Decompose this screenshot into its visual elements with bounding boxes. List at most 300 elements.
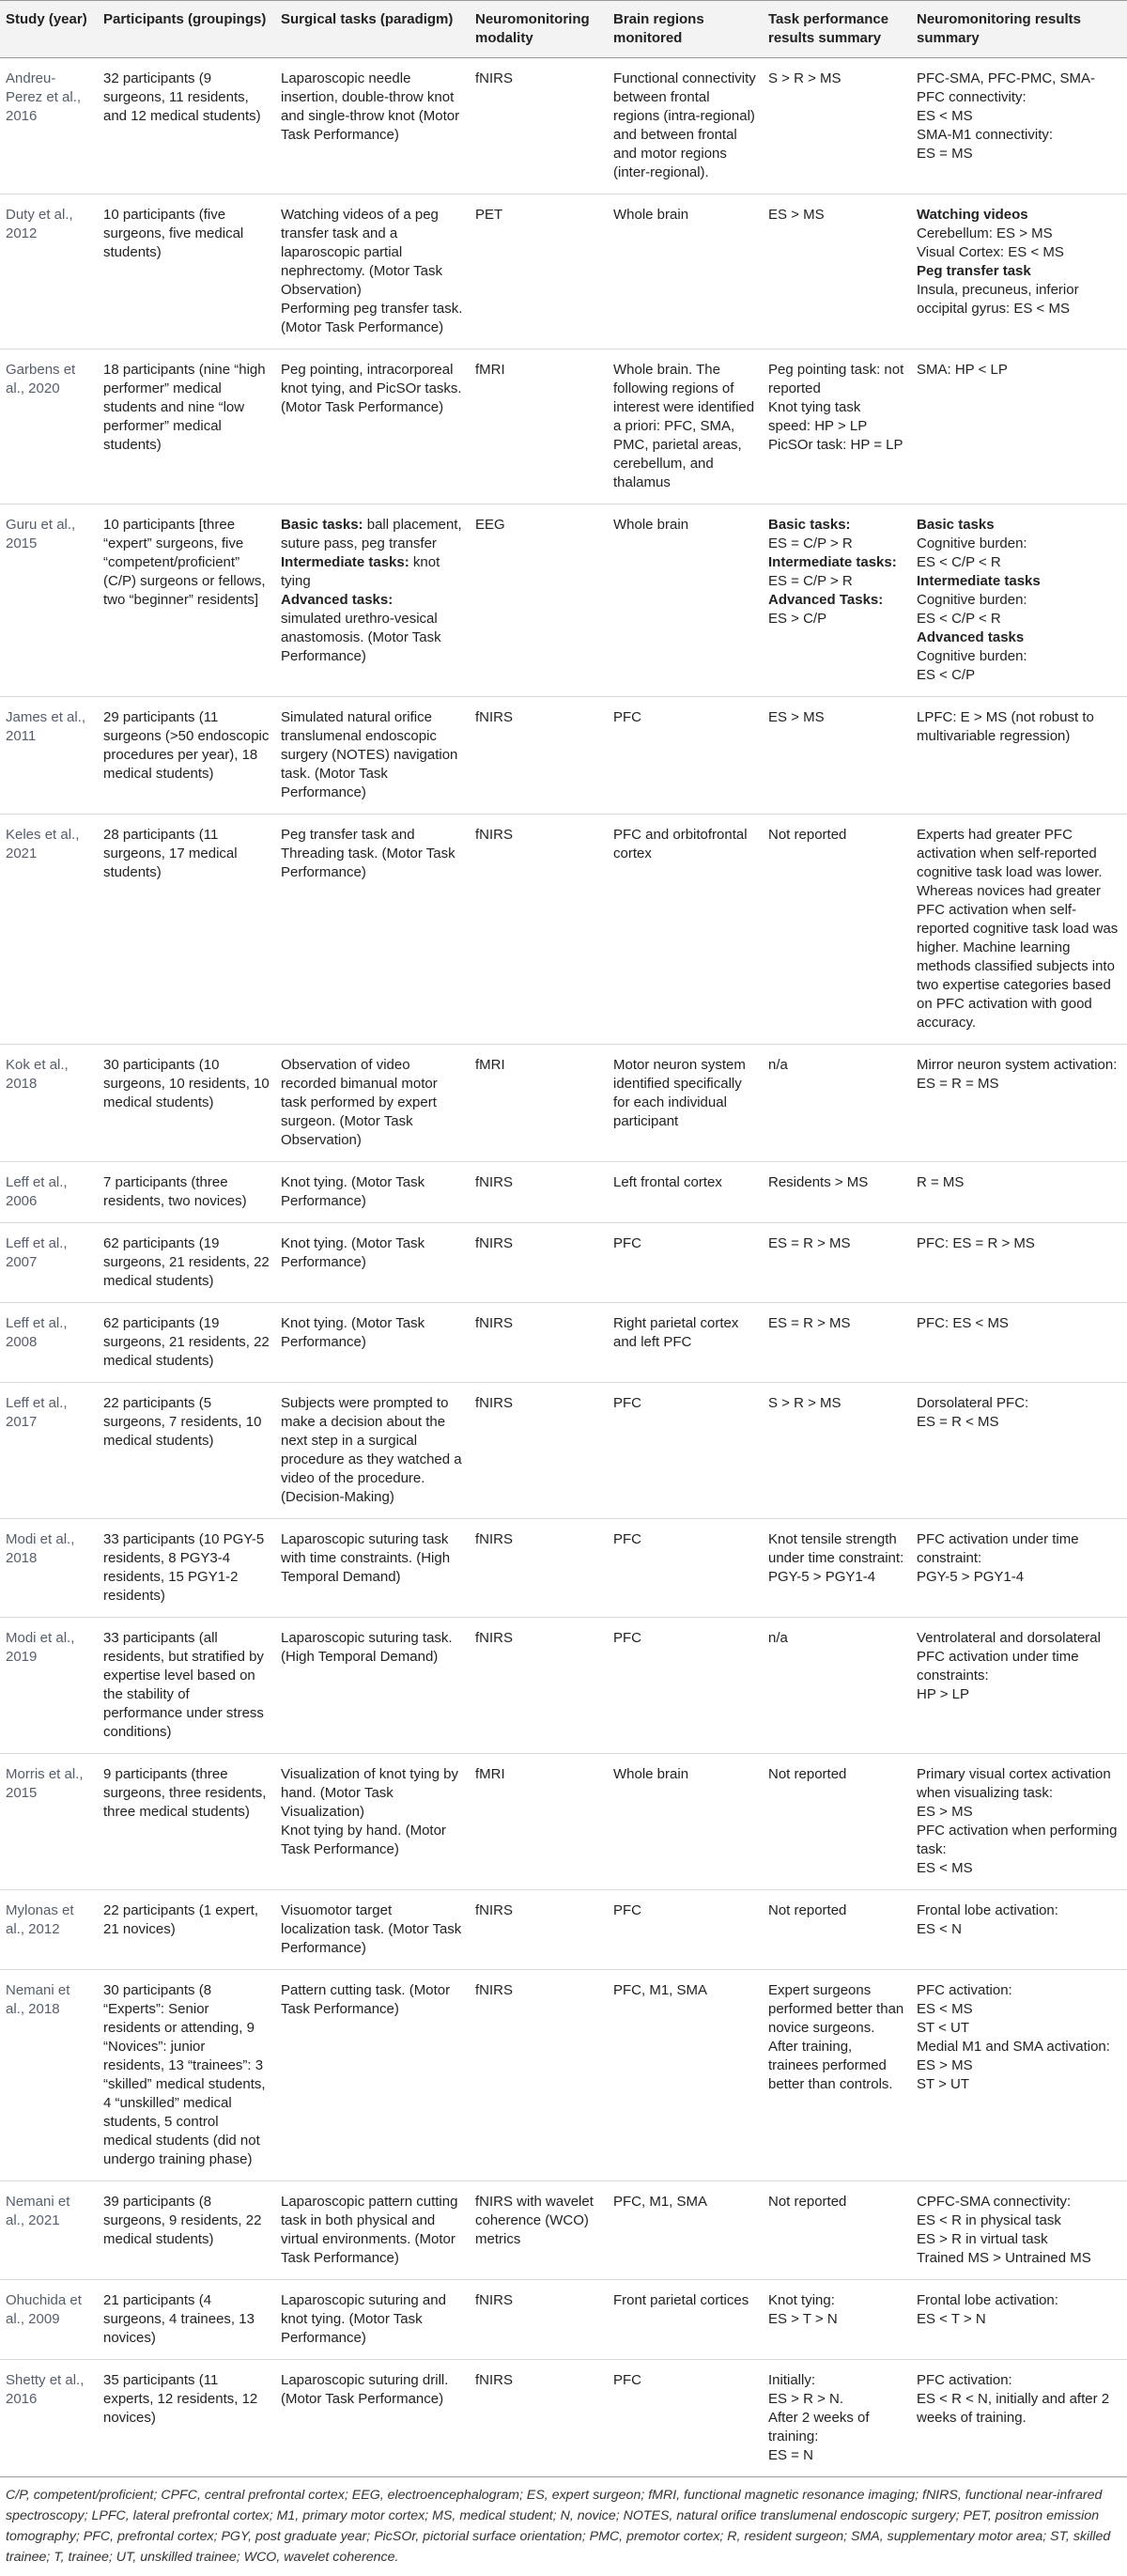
- cell-line: [768, 1629, 905, 1648]
- cell-text: S > R > MS: [768, 70, 841, 86]
- cell-line: [917, 2038, 1121, 2056]
- brain-regions-cell: PFC and orbitofrontal cortex: [608, 815, 763, 1045]
- cell-line: [768, 535, 905, 553]
- neuromonitoring-results-cell: [911, 2280, 1127, 2360]
- cell-line: [768, 1173, 905, 1192]
- cell-line: [768, 572, 905, 591]
- modality-cell: fNIRS: [470, 1618, 608, 1754]
- cell-line: [281, 708, 464, 802]
- cell-text: ES > MS: [768, 709, 825, 725]
- cell-text: Knot tying by hand. (Motor Task Performance): [281, 1823, 446, 1857]
- study-cell: Modi et al., 2019: [0, 1618, 98, 1754]
- cell-line: [917, 647, 1121, 666]
- brain-regions-cell: Right parietal cortex and left PFC: [608, 1303, 763, 1383]
- cell-line: [917, 262, 1121, 281]
- brain-regions-cell: Front parietal cortices: [608, 2280, 763, 2360]
- modality-cell: fMRI: [470, 1754, 608, 1890]
- surgical-tasks-cell: [275, 697, 470, 815]
- cell-line: [917, 2075, 1121, 2094]
- cell-line: [917, 70, 1121, 107]
- cell-line: [917, 1629, 1121, 1685]
- cell-text: PFC: ES < MS: [917, 1315, 1009, 1331]
- table-row: [0, 697, 1127, 815]
- surgical-tasks-cell: [275, 58, 470, 194]
- table-row: [0, 1162, 1127, 1223]
- task-performance-cell: [763, 1618, 911, 1754]
- surgical-tasks-cell: [275, 349, 470, 504]
- cell-text: Peg transfer task and Threading task. (Motor Task Performance): [281, 827, 455, 880]
- cell-text: Simulated natural orifice translumenal endoscopic surgery (NOTES) navigation task. (Motor Task Performance): [281, 709, 458, 800]
- cell-line: [917, 2019, 1121, 2038]
- cell-text: Laparoscopic pattern cutting task in both physical and virtual environments. (Motor Task Performance): [281, 2194, 458, 2266]
- cell-text: HP > LP: [917, 1686, 970, 1702]
- cell-text: Knot tying. (Motor Task Performance): [281, 1315, 425, 1350]
- surgical-tasks-cell: [275, 194, 470, 349]
- cell-text: ES < N: [917, 1921, 962, 1937]
- cell-line: [768, 1056, 905, 1075]
- cell-text: PFC activation when performing task:: [917, 1823, 1118, 1857]
- study-cell: Mylonas et al., 2012: [0, 1890, 98, 1970]
- table-row: [0, 2280, 1127, 2360]
- cell-line: [768, 516, 905, 535]
- cell-line: [281, 206, 464, 300]
- cell-text: ES = MS: [917, 146, 973, 162]
- participants-cell: 28 participants (11 surgeons, 17 medical students): [98, 815, 275, 1045]
- brain-regions-cell: Functional connectivity between frontal regions (intra-regional) and between frontal and motor regions (inter-regional).: [608, 58, 763, 194]
- table-row: [0, 1890, 1127, 1970]
- neuromonitoring-results-cell: [911, 194, 1127, 349]
- study-cell: Guru et al., 2015: [0, 504, 98, 697]
- cell-line: [281, 1981, 464, 2019]
- table-row: [0, 1383, 1127, 1519]
- cell-text: ES > C/P: [768, 611, 827, 627]
- neuromonitoring-results-cell: [911, 58, 1127, 194]
- cell-text: Mirror neuron system activation: ES = R = MS: [917, 1057, 1118, 1092]
- cell-text: Cognitive burden:: [917, 648, 1027, 664]
- brain-regions-cell: PFC: [608, 1223, 763, 1303]
- table-row: [0, 58, 1127, 194]
- cell-line: [917, 126, 1121, 145]
- task-performance-cell: [763, 697, 911, 815]
- cell-text: Visuomotor target localization task. (Motor Task Performance): [281, 1902, 462, 1956]
- study-cell: Nemani et al., 2018: [0, 1970, 98, 2181]
- surgical-tasks-cell: [275, 1045, 470, 1162]
- participants-cell: 10 participants [three “expert” surgeons, five “competent/proficient” (C/P) surgeons or fellows, two “beginner” residents]: [98, 504, 275, 697]
- cell-line: [281, 2371, 464, 2409]
- task-performance-cell: [763, 194, 911, 349]
- study-cell: Shetty et al., 2016: [0, 2360, 98, 2477]
- task-performance-cell: [763, 2280, 911, 2360]
- table-row: [0, 2360, 1127, 2477]
- study-cell: Keles et al., 2021: [0, 815, 98, 1045]
- modality-cell: fNIRS with wavelet coherence (WCO) metrics: [470, 2181, 608, 2280]
- cell-heading: Watching videos: [917, 207, 1028, 223]
- participants-cell: 33 participants (10 PGY-5 residents, 8 PGY3-4 residents, 15 PGY1-2 residents): [98, 1519, 275, 1618]
- cell-text: ES > MS: [917, 2057, 973, 2073]
- cell-text: ES = R > MS: [768, 1235, 851, 1251]
- cell-text: ES = C/P > R: [768, 573, 853, 589]
- participants-cell: 7 participants (three residents, two novices): [98, 1162, 275, 1223]
- participants-cell: 62 participants (19 surgeons, 21 residents, 22 medical students): [98, 1303, 275, 1383]
- cell-text: Laparoscopic suturing task with time constraints. (High Temporal Demand): [281, 1531, 451, 1585]
- cell-text: ES = N: [768, 2447, 813, 2463]
- study-cell: Leff et al., 2008: [0, 1303, 98, 1383]
- header-neuromonitoring-results: Neuromonitoring results summary: [911, 1, 1127, 58]
- cell-line: [281, 610, 464, 666]
- cell-text: Cerebellum: ES > MS: [917, 225, 1053, 241]
- cell-line: [917, 1394, 1121, 1413]
- modality-cell: fNIRS: [470, 697, 608, 815]
- study-cell: Leff et al., 2017: [0, 1383, 98, 1519]
- cell-text: ES > MS: [768, 207, 825, 223]
- cell-text: ES < R in physical task: [917, 2212, 1061, 2228]
- cell-text: Not reported: [768, 1902, 847, 1918]
- cell-line: [768, 1394, 905, 1413]
- cell-text: Experts had greater PFC activation when self-reported cognitive task load was lower. Whereas novices had greater PFC activation when self-reported cognitive task load was higher. Machine learning methods classified subjects into two expertise categories based on PFC activation with good accuracy.: [917, 827, 1119, 1031]
- cell-text: Dorsolateral PFC:: [917, 1395, 1029, 1411]
- cell-line: [768, 610, 905, 628]
- brain-regions-cell: PFC: [608, 2360, 763, 2477]
- neuromonitoring-results-cell: [911, 1383, 1127, 1519]
- neuromonitoring-results-cell: [911, 1519, 1127, 1618]
- study-cell: Kok et al., 2018: [0, 1045, 98, 1162]
- study-cell: Morris et al., 2015: [0, 1754, 98, 1890]
- brain-regions-cell: PFC: [608, 1890, 763, 1970]
- modality-cell: fNIRS: [470, 2280, 608, 2360]
- table-row: [0, 1519, 1127, 1618]
- cell-line: [281, 1822, 464, 1859]
- neuromonitoring-results-cell: [911, 2181, 1127, 2280]
- modality-cell: fNIRS: [470, 1223, 608, 1303]
- study-cell: Leff et al., 2007: [0, 1223, 98, 1303]
- brain-regions-cell: PFC: [608, 1383, 763, 1519]
- cell-heading: Intermediate tasks:: [281, 554, 409, 570]
- brain-regions-cell: Whole brain: [608, 1754, 763, 1890]
- cell-heading: Advanced tasks:: [281, 592, 394, 608]
- task-performance-cell: [763, 1045, 911, 1162]
- cell-text: Not reported: [768, 1766, 847, 1782]
- cell-text: LPFC: E > MS (not robust to multivariable regression): [917, 709, 1094, 744]
- surgical-tasks-cell: [275, 1519, 470, 1618]
- cell-text: Insula, precuneus, inferior occipital gyrus: ES < MS: [917, 282, 1079, 317]
- neuromonitoring-results-cell: [911, 504, 1127, 697]
- table-row: [0, 504, 1127, 697]
- participants-cell: 32 participants (9 surgeons, 11 residents, and 12 medical students): [98, 58, 275, 194]
- task-performance-cell: [763, 1754, 911, 1890]
- brain-regions-cell: Motor neuron system identified specifically for each individual participant: [608, 1045, 763, 1162]
- surgical-tasks-cell: [275, 1890, 470, 1970]
- cell-text: PFC activation:: [917, 1982, 1012, 1998]
- participants-cell: 62 participants (19 surgeons, 21 residents, 22 medical students): [98, 1223, 275, 1303]
- cell-line: [917, 2230, 1121, 2249]
- cell-line: [917, 206, 1121, 225]
- header-row: [0, 1, 1127, 58]
- cell-text: R = MS: [917, 1174, 965, 1190]
- cell-line: [281, 1765, 464, 1822]
- table-row: [0, 1303, 1127, 1383]
- brain-regions-cell: PFC: [608, 697, 763, 815]
- cell-text: Medial M1 and SMA activation:: [917, 2039, 1110, 2055]
- cell-text: Subjects were prompted to make a decision about the next step in a surgical procedure as they watched a video of the procedure. (Decision-Making): [281, 1395, 462, 1505]
- table-row: [0, 1970, 1127, 2181]
- header-task-performance: Task performance results summary: [763, 1, 911, 58]
- task-performance-cell: [763, 1519, 911, 1618]
- cell-line: [917, 1803, 1121, 1822]
- neuromonitoring-results-cell: [911, 1045, 1127, 1162]
- surgical-tasks-cell: [275, 1383, 470, 1519]
- cell-line: [917, 1530, 1121, 1568]
- cell-line: [768, 553, 905, 572]
- cell-line: [768, 1568, 905, 1587]
- surgical-tasks-cell: [275, 2280, 470, 2360]
- participants-cell: 10 participants (five surgeons, five medical students): [98, 194, 275, 349]
- modality-cell: fNIRS: [470, 1890, 608, 1970]
- cell-line: [768, 1981, 905, 2094]
- cell-line: [917, 2310, 1121, 2329]
- cell-text: Ventrolateral and dorsolateral PFC activation under time constraints:: [917, 1630, 1101, 1684]
- cell-line: [768, 826, 905, 845]
- participants-cell: 33 participants (all residents, but stratified by expertise level based on the stability of performance under stress conditions): [98, 1618, 275, 1754]
- cell-line: [917, 1413, 1121, 1432]
- cell-heading: Peg transfer task: [917, 263, 1031, 279]
- cell-text: Knot tensile strength under time constraint:: [768, 1531, 904, 1566]
- cell-line: [917, 1920, 1121, 1939]
- cell-text: Residents > MS: [768, 1174, 869, 1190]
- cell-line: [917, 666, 1121, 685]
- cell-heading: Advanced tasks: [917, 629, 1025, 645]
- modality-cell: fMRI: [470, 1045, 608, 1162]
- cell-text: ES < MS: [917, 2001, 973, 2017]
- cell-line: [917, 107, 1121, 126]
- cell-line: [917, 708, 1121, 746]
- cell-line: [917, 225, 1121, 243]
- participants-cell: 18 participants (nine “high performer” medical students and nine “low performer” medical students): [98, 349, 275, 504]
- cell-text: Peg pointing task: not reported: [768, 362, 904, 396]
- task-performance-cell: [763, 2360, 911, 2477]
- cell-text: SMA-M1 connectivity:: [917, 127, 1054, 143]
- cell-line: [917, 2211, 1121, 2230]
- table-row: [0, 2181, 1127, 2280]
- cell-text: After 2 weeks of training:: [768, 2410, 870, 2444]
- cell-line: [917, 1234, 1121, 1253]
- cell-line: [917, 1822, 1121, 1859]
- neuromonitoring-results-cell: [911, 349, 1127, 504]
- cell-line: [768, 2446, 905, 2465]
- cell-text: Laparoscopic suturing task. (High Temporal Demand): [281, 1630, 453, 1665]
- cell-text: Initially:: [768, 2372, 816, 2388]
- cell-line: [917, 1173, 1121, 1192]
- participants-cell: 22 participants (5 surgeons, 7 residents, 10 medical students): [98, 1383, 275, 1519]
- neuromonitoring-results-cell: [911, 1618, 1127, 1754]
- task-performance-cell: [763, 1383, 911, 1519]
- cell-line: [917, 591, 1121, 610]
- modality-cell: EEG: [470, 504, 608, 697]
- table-header: [0, 1, 1127, 58]
- cell-line: [917, 2193, 1121, 2211]
- cell-line: [917, 1981, 1121, 2000]
- table-row: [0, 1223, 1127, 1303]
- cell-heading: Intermediate tasks:: [768, 554, 897, 570]
- cell-text: Laparoscopic needle insertion, double-throw knot and single-throw knot (Motor Task Performance): [281, 70, 460, 143]
- cell-text: Laparoscopic suturing drill. (Motor Task Performance): [281, 2372, 449, 2407]
- cell-text: Primary visual cortex activation when visualizing task:: [917, 1766, 1111, 1801]
- study-cell: Garbens et al., 2020: [0, 349, 98, 504]
- participants-cell: 29 participants (11 surgeons (>50 endoscopic procedures per year), 18 medical students): [98, 697, 275, 815]
- neuromonitoring-results-cell: [911, 1303, 1127, 1383]
- surgical-tasks-cell: [275, 1754, 470, 1890]
- cell-line: [768, 1901, 905, 1920]
- cell-text: Visual Cortex: ES < MS: [917, 244, 1064, 260]
- table-body: [0, 58, 1127, 2477]
- surgical-tasks-cell: [275, 1970, 470, 2181]
- cell-text: Knot tying. (Motor Task Performance): [281, 1174, 425, 1209]
- cell-line: [768, 398, 905, 436]
- cell-text: Frontal lobe activation:: [917, 1902, 1058, 1918]
- cell-line: [917, 610, 1121, 628]
- cell-text: Peg pointing, intracorporeal knot tying, and PicSOr tasks. (Motor Task Performance): [281, 362, 462, 415]
- neuromonitoring-results-cell: [911, 1970, 1127, 2181]
- brain-regions-cell: Left frontal cortex: [608, 1162, 763, 1223]
- cell-text: knot tying: [281, 554, 440, 589]
- cell-line: [917, 145, 1121, 163]
- neuromonitoring-results-cell: [911, 2360, 1127, 2477]
- table-row: [0, 349, 1127, 504]
- cell-line: [281, 361, 464, 417]
- cell-text: Trained MS > Untrained MS: [917, 2250, 1091, 2266]
- cell-line: [281, 1234, 464, 1272]
- cell-text: Frontal lobe activation:: [917, 2292, 1058, 2308]
- cell-heading: Intermediate tasks: [917, 573, 1041, 589]
- brain-regions-cell: PFC, M1, SMA: [608, 1970, 763, 2181]
- cell-text: Cognitive burden:: [917, 535, 1027, 551]
- task-performance-cell: [763, 2181, 911, 2280]
- task-performance-cell: [763, 1223, 911, 1303]
- cell-text: Knot tying. (Motor Task Performance): [281, 1235, 425, 1270]
- cell-text: S > R > MS: [768, 1395, 841, 1411]
- cell-line: [281, 1056, 464, 1150]
- cell-text: Expert surgeons performed better than novice surgeons. After training, trainees performed better than controls.: [768, 1982, 904, 2092]
- cell-text: PFC: ES = R > MS: [917, 1235, 1035, 1251]
- cell-text: Not reported: [768, 2194, 847, 2210]
- cell-text: ball placement, suture pass, peg transfer: [281, 517, 462, 551]
- cell-line: [917, 281, 1121, 318]
- cell-line: [917, 1314, 1121, 1333]
- cell-line: [281, 70, 464, 145]
- surgical-tasks-cell: [275, 504, 470, 697]
- cell-line: [281, 553, 464, 591]
- cell-line: [768, 361, 905, 398]
- cell-line: [768, 70, 905, 88]
- cell-text: ST > UT: [917, 2076, 969, 2092]
- cell-line: [768, 708, 905, 727]
- cell-text: n/a: [768, 1057, 788, 1073]
- cell-line: [917, 1859, 1121, 1878]
- cell-text: PGY-5 > PGY1-4: [768, 1569, 876, 1585]
- cell-text: Not reported: [768, 827, 847, 843]
- cell-line: [917, 553, 1121, 572]
- neuromonitoring-results-cell: [911, 1223, 1127, 1303]
- study-cell: Andreu-Perez et al., 2016: [0, 58, 98, 194]
- task-performance-cell: [763, 1303, 911, 1383]
- cell-text: Performing peg transfer task. (Motor Task Performance): [281, 301, 463, 335]
- modality-cell: fNIRS: [470, 815, 608, 1045]
- study-cell: Modi et al., 2018: [0, 1519, 98, 1618]
- cell-text: ST < UT: [917, 2020, 969, 2036]
- cell-text: Laparoscopic suturing and knot tying. (Motor Task Performance): [281, 2292, 446, 2346]
- surgical-tasks-cell: [275, 2360, 470, 2477]
- cell-text: ES > MS: [917, 1804, 973, 1820]
- cell-text: ES < C/P < R: [917, 611, 1001, 627]
- cell-line: [768, 2371, 905, 2390]
- cell-line: [917, 2056, 1121, 2075]
- cell-text: ES < T > N: [917, 2311, 986, 2327]
- cell-line: [917, 2390, 1121, 2428]
- cell-text: PFC activation:: [917, 2372, 1012, 2388]
- cell-text: PGY-5 > PGY1-4: [917, 1569, 1025, 1585]
- participants-cell: 21 participants (4 surgeons, 4 trainees, 13 novices): [98, 2280, 275, 2360]
- cell-text: ES = C/P > R: [768, 535, 853, 551]
- header-modality: Neuromonitoring modality: [470, 1, 608, 58]
- cell-text: ES < C/P: [917, 667, 976, 683]
- cell-line: [917, 1685, 1121, 1704]
- cell-line: [917, 361, 1121, 380]
- cell-line: [768, 2409, 905, 2446]
- cell-line: [768, 1234, 905, 1253]
- surgical-tasks-cell: [275, 1303, 470, 1383]
- cell-text: Pattern cutting task. (Motor Task Performance): [281, 1982, 451, 2017]
- cell-text: simulated urethro-vesical anastomosis. (Motor Task Performance): [281, 611, 441, 664]
- cell-text: ES = R < MS: [917, 1414, 999, 1430]
- cell-line: [768, 1765, 905, 1784]
- surgical-tasks-cell: [275, 1223, 470, 1303]
- cell-text: Knot tying:: [768, 2292, 835, 2308]
- modality-cell: fNIRS: [470, 1303, 608, 1383]
- participants-cell: 30 participants (8 “Experts”: Senior residents or attending, 9 “Novices”: junior residents, 13 “trainees”: 3 “skilled” medical students, 4 “unskilled” medical students, 5 control medical students (did not undergo training phase): [98, 1970, 275, 2181]
- cell-line: [917, 2371, 1121, 2390]
- surgical-tasks-cell: [275, 815, 470, 1045]
- neuromonitoring-results-cell: [911, 1162, 1127, 1223]
- cell-line: [281, 1530, 464, 1587]
- modality-cell: fNIRS: [470, 1519, 608, 1618]
- cell-text: PicSOr task: HP = LP: [768, 437, 903, 453]
- modality-cell: fNIRS: [470, 1970, 608, 2181]
- cell-line: [768, 2390, 905, 2409]
- cell-text: Observation of video recorded bimanual motor task performed by expert surgeon. (Motor Task Observation): [281, 1057, 438, 1148]
- cell-text: SMA: HP < LP: [917, 362, 1008, 378]
- brain-regions-cell: Whole brain: [608, 504, 763, 697]
- cell-text: ES < C/P < R: [917, 554, 1001, 570]
- cell-text: Knot tying task speed: HP > LP: [768, 399, 868, 434]
- table-footnote: C/P, competent/proficient; CPFC, central prefrontal cortex; EEG, electroencephalogram; ES, expert surgeon; fMRI, functional magnetic resonance imaging; fNIRS, functional near-infrared spectroscopy; LPFC, lateral prefrontal cortex; M1, primary motor cortex; MS, medical student; N, novice; NOTES, natural orifice translumenal endoscopic surgery; PET, positron emission tomography; PFC, prefrontal cortex; PGY, post graduate year; PicSOr, pictorial surface orientation; PMC, premotor cortex; R, resident surgeon; SMA, supplementary motor area; ST, skilled trainee; T, trainee; UT, unskilled trainee; WCO, wavelet coherence.: [6, 2488, 1111, 2565]
- modality-cell: fNIRS: [470, 1162, 608, 1223]
- cell-text: CPFC-SMA connectivity:: [917, 2194, 1072, 2210]
- cell-line: [768, 1530, 905, 1568]
- cell-line: [281, 826, 464, 882]
- modality-cell: fNIRS: [470, 58, 608, 194]
- brain-regions-cell: PFC: [608, 1618, 763, 1754]
- brain-regions-cell: Whole brain: [608, 194, 763, 349]
- table-row: [0, 1618, 1127, 1754]
- task-performance-cell: [763, 504, 911, 697]
- cell-line: [917, 572, 1121, 591]
- cell-text: Visualization of knot tying by hand. (Motor Task Visualization): [281, 1766, 459, 1820]
- participants-cell: 9 participants (three surgeons, three residents, three medical students): [98, 1754, 275, 1890]
- cell-line: [917, 2249, 1121, 2268]
- neuromonitoring-results-cell: [911, 697, 1127, 815]
- participants-cell: 22 participants (1 expert, 21 novices): [98, 1890, 275, 1970]
- header-surgical-tasks: Surgical tasks (paradigm): [275, 1, 470, 58]
- neuromonitoring-results-cell: [911, 1754, 1127, 1890]
